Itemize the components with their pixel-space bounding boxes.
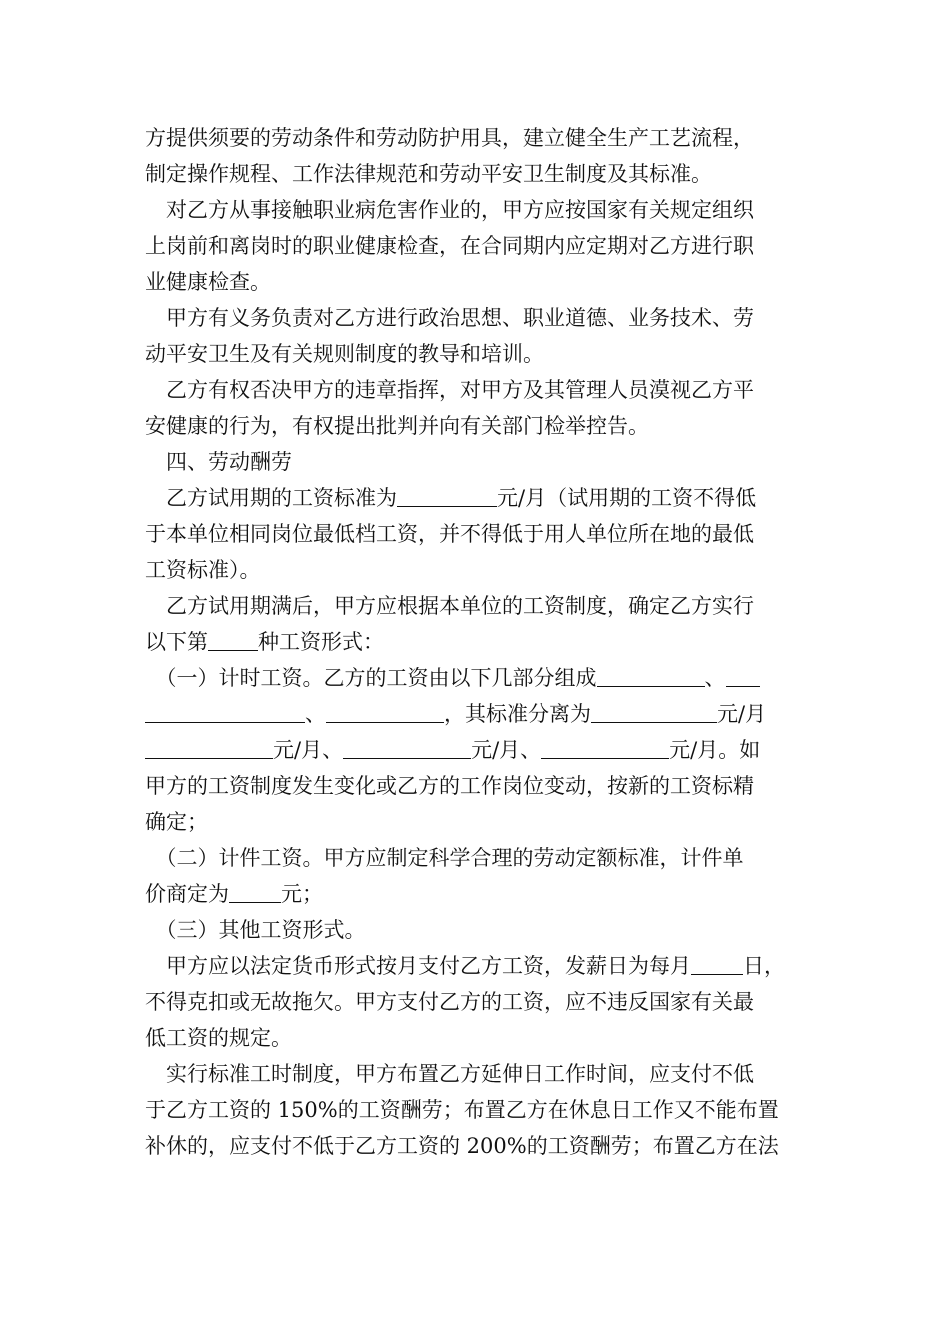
text-segment: 以下第 [145,630,208,654]
wage-amount-blank[interactable] [541,737,669,759]
text-segment: 元/月 [717,702,767,726]
text-line: 方提供须要的劳动条件和劳动防护用具，建立健全生产工艺流程， [145,126,754,150]
piece-rate-blank[interactable] [229,881,281,903]
wage-component-blank[interactable] [726,665,760,687]
wage-component-blank[interactable] [145,701,305,723]
text-line: 业健康检查。 [145,270,271,294]
text-line: 于本单位相同岗位最低档工资，并不得低于用人单位所在地的最低 [145,522,754,546]
text-segment: 乙方试用期的工资标准为 [145,486,397,510]
text-line: 低工资的规定。 [145,1026,292,1050]
text-segment: 日， [743,954,785,978]
contract-body [145,120,810,1164]
probation-wage-blank[interactable] [397,485,497,507]
text-line: 工资标准）。 [145,558,261,582]
text-line: 制定操作规程、工作法律规范和劳动平安卫生制度及其标准。 [145,162,712,186]
section-heading: 四、劳动酬劳 [145,450,292,474]
text-line: 实行标准工时制度，甲方布置乙方延伸日工作时间，应支付不低 [145,1062,754,1086]
text-line: 安健康的行为，有权提出批判并向有关部门检举控告。 [145,414,649,438]
payday-blank[interactable] [691,953,743,975]
text-segment: 、 [305,702,326,726]
hourly-wage-line [145,660,810,696]
text-line: 甲方的工资制度发生变化或乙方的工作岗位变动，按新的工资标精 [145,774,754,798]
text-line: （二）计件工资。甲方应制定科学合理的劳动定额标准，计件单 [145,846,744,870]
wage-amount-blank[interactable] [343,737,471,759]
text-line: 动平安卫生及有关规则制度的教导和培训。 [145,342,544,366]
text-segment: 元/月。如 [669,738,761,762]
hourly-wage-line [145,696,810,732]
text-segment: （一）计时工资。乙方的工资由以下几部分组成 [145,666,597,690]
text-line: 于乙方工资的 150%的工资酬劳；布置乙方在休息日工作又不能布置 [145,1098,779,1122]
text-segment: ，其标准分离为 [444,702,591,726]
wage-amount-blank[interactable] [591,701,717,723]
text-segment: 元/月、 [471,738,542,762]
text-segment: 元； [281,882,323,906]
text-segment: 元/月（试用期的工资不得低 [497,486,757,510]
text-segment: 种工资形式： [258,630,384,654]
wage-component-blank[interactable] [597,665,705,687]
text-line: 乙方试用期满后，甲方应根据本单位的工资制度，确定乙方实行 [145,594,754,618]
text-line: （三）其他工资形式。 [145,918,366,942]
text-line: 确定； [145,810,208,834]
piece-rate-line [145,876,810,912]
text-line: 乙方有权否决甲方的违章指挥，对甲方及其管理人员漠视乙方平 [145,378,754,402]
text-line: 不得克扣或无故拖欠。甲方支付乙方的工资，应不违反国家有关最 [145,990,754,1014]
text-line: 补休的，应支付不低于乙方工资的 200%的工资酬劳；布置乙方在法 [145,1134,779,1158]
wage-form-line [145,624,810,660]
hourly-wage-line [145,732,810,768]
text-line: 对乙方从事接触职业病危害作业的，甲方应按国家有关规定组织 [145,198,754,222]
text-segment: 甲方应以法定货币形式按月支付乙方工资，发薪日为每月 [145,954,691,978]
text-segment: 价商定为 [145,882,229,906]
probation-wage-line [145,480,810,516]
text-line: 上岗前和离岗时的职业健康检查，在合同期内应定期对乙方进行职 [145,234,754,258]
payday-line [145,948,810,984]
text-segment: 元/月、 [273,738,344,762]
wage-component-blank[interactable] [326,701,444,723]
wage-form-number-blank[interactable] [208,629,258,651]
text-line: 甲方有义务负责对乙方进行政治思想、职业道德、业务技术、劳 [145,306,754,330]
text-segment: 、 [704,666,726,690]
wage-amount-blank[interactable] [145,737,273,759]
